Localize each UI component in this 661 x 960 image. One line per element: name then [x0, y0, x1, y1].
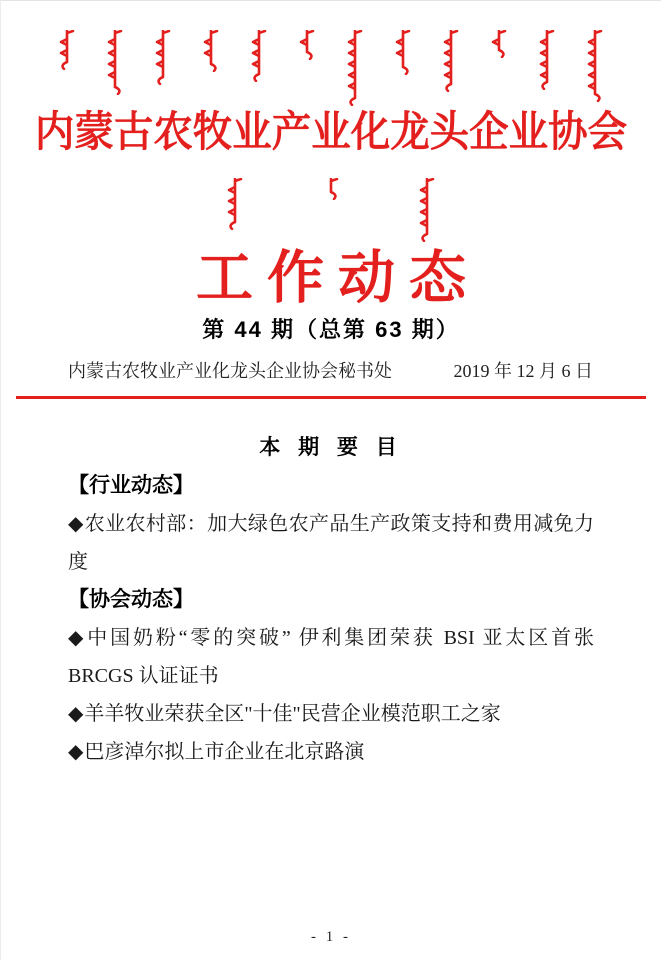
- page-number: - 1 -: [311, 929, 351, 945]
- toc-item-text: 农业农村部：加大绿色农产品生产政策支持和费用减免力度: [68, 513, 594, 573]
- org-title: 内蒙古农牧业产业化龙头企业协会: [34, 110, 628, 156]
- diamond-bullet-icon: ◆: [68, 513, 84, 535]
- mongolian-word-glyph: [346, 30, 364, 106]
- toc-item: [68, 619, 594, 695]
- publisher: 内蒙古农牧业产业化龙头企业协会秘书处: [68, 361, 392, 381]
- mongolian-word-glyph: [442, 30, 460, 92]
- toc-item-text: 巴彦淖尔拟上市企业在北京路演: [84, 741, 365, 763]
- diamond-bullet-icon: ◆: [68, 741, 84, 763]
- mongolian-word-glyph: [586, 30, 604, 102]
- toc-heading: 本 期 要 目: [259, 436, 403, 459]
- mongolian-word-glyph: [490, 30, 508, 58]
- toc-section-header-industry: 【行业动态】: [68, 474, 194, 497]
- publish-date: 2019 年 12 月 6 日: [453, 361, 593, 381]
- diamond-bullet-icon: ◆: [68, 703, 84, 725]
- mongolian-word-glyph: [202, 30, 220, 72]
- toc-item: [68, 505, 594, 581]
- toc-item-text: 中国奶粉“零的突破” 伊利集团荣获 BSI 亚太区首张 BRCGS 认证证书: [68, 627, 594, 687]
- mongolian-script-top: [1, 30, 661, 106]
- mongolian-word-glyph: [418, 178, 436, 242]
- mongolian-word-glyph: [226, 178, 244, 230]
- meta-row: [1, 358, 661, 384]
- mongolian-word-glyph: [538, 30, 556, 90]
- mongolian-word-glyph: [394, 30, 412, 75]
- toc: [1, 399, 661, 771]
- toc-item: [68, 733, 594, 771]
- mongolian-script-subtitle: [1, 178, 661, 244]
- mongolian-word-glyph: [154, 30, 172, 85]
- toc-section-header-association: 【协会动态】: [68, 588, 194, 611]
- mongolian-word-glyph: [322, 178, 340, 200]
- toc-item-text: 羊羊牧业荣获全区"十佳"民营企业模范职工之家: [84, 703, 501, 725]
- mongolian-word-glyph: [250, 30, 268, 82]
- toc-item: [68, 695, 594, 733]
- diamond-bullet-icon: ◆: [68, 627, 87, 649]
- mongolian-word-glyph: [106, 30, 124, 95]
- mongolian-word-glyph: [298, 30, 316, 60]
- issue-number: 第 44 期（总第 63 期）: [202, 317, 460, 342]
- mongolian-word-glyph: [58, 30, 76, 70]
- bulletin-title: 工作动态: [196, 247, 480, 310]
